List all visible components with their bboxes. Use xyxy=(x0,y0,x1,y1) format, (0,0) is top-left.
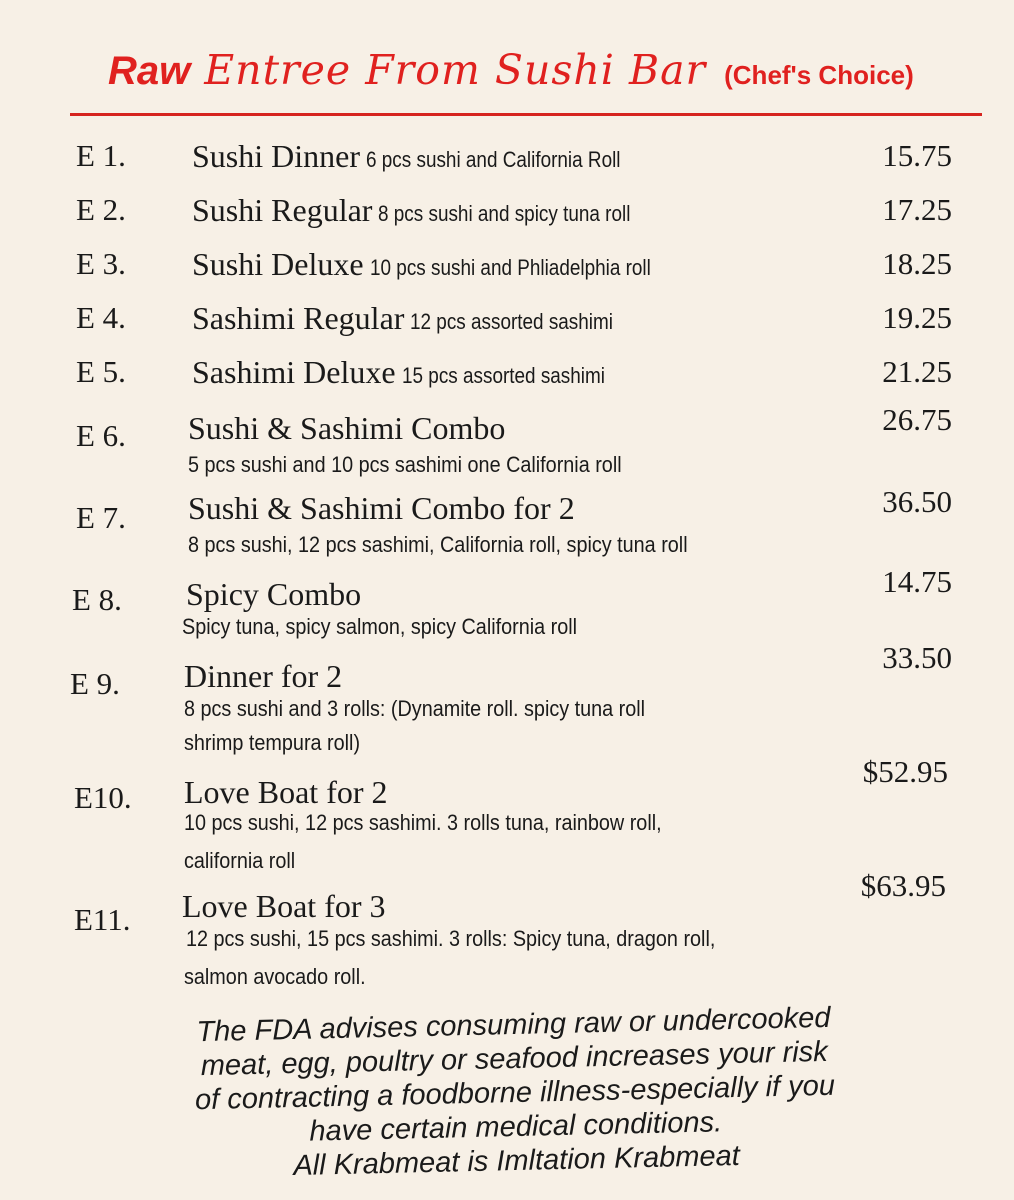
item-name-line xyxy=(186,576,361,613)
item-price: 26.75 xyxy=(882,402,952,437)
item-code: E 2. xyxy=(76,192,126,227)
fda-notice xyxy=(118,999,912,1187)
item-description: 8 pcs sushi and 3 rolls: (Dynamite roll. spicy tuna roll xyxy=(184,696,646,721)
item-price: $52.95 xyxy=(862,754,948,789)
item-price: 19.25 xyxy=(882,300,952,335)
item-code: E11. xyxy=(74,902,131,937)
item-description-cont: salmon avocado roll. xyxy=(184,964,366,989)
notice-line: of contracting a foodborne illness-especially if you xyxy=(194,1069,836,1117)
item-name-line xyxy=(188,490,575,527)
item-price: 36.50 xyxy=(882,484,952,519)
item-price: 17.25 xyxy=(882,192,952,227)
title-divider xyxy=(70,113,982,116)
item-price: 21.25 xyxy=(882,354,952,389)
title-raw: Raw xyxy=(108,49,191,93)
item-price: $63.95 xyxy=(860,868,946,903)
item-description: 8 pcs sushi and spicy tuna roll xyxy=(378,201,631,226)
item-name-line xyxy=(192,138,662,175)
item-name: Sushi Dinner xyxy=(192,138,360,174)
notice-line: meat, egg, poultry or seafood increases your risk xyxy=(200,1035,829,1083)
krabmeat-notice: All Krabmeat is Imltation Krabmeat xyxy=(293,1139,741,1183)
item-price: 18.25 xyxy=(882,246,952,281)
item-name: Sushi & Sashimi Combo for 2 xyxy=(188,490,575,526)
item-description: 12 pcs assorted sashimi xyxy=(410,309,614,334)
item-description: 6 pcs sushi and California Roll xyxy=(366,147,621,172)
item-name-line xyxy=(192,192,672,229)
item-description-cont: california roll xyxy=(184,848,296,873)
notice-line: have certain medical conditions. xyxy=(309,1106,723,1148)
item-name-line xyxy=(192,300,646,337)
item-code: E 6. xyxy=(76,418,126,453)
item-name: Sushi Regular xyxy=(192,192,373,228)
item-price: 15.75 xyxy=(882,138,952,173)
item-name: Love Boat for 2 xyxy=(184,774,388,810)
section-title xyxy=(88,46,988,106)
item-name: Sushi Deluxe xyxy=(192,246,364,282)
item-code: E 7. xyxy=(76,500,126,535)
item-name-line xyxy=(192,354,638,391)
item-name-line xyxy=(184,658,342,695)
item-description: 10 pcs sushi, 12 pcs sashimi. 3 rolls tuna, rainbow roll, xyxy=(184,810,662,835)
item-name: Sashimi Deluxe xyxy=(192,354,396,390)
item-price: 14.75 xyxy=(882,564,952,599)
item-name: Love Boat for 3 xyxy=(182,888,386,924)
item-name-line xyxy=(192,246,696,283)
item-description-cont: shrimp tempura roll) xyxy=(184,730,361,755)
item-description: 15 pcs assorted sashimi xyxy=(401,363,605,388)
item-code: E 5. xyxy=(76,354,126,389)
item-name: Sashimi Regular xyxy=(192,300,405,336)
item-code: E 9. xyxy=(70,666,120,701)
item-code: E 4. xyxy=(76,300,126,335)
item-description: Spicy tuna, spicy salmon, spicy California roll xyxy=(182,614,578,639)
item-code: E 3. xyxy=(76,246,126,281)
item-name: Dinner for 2 xyxy=(184,658,343,694)
notice-line: The FDA advises consuming raw or undercooked xyxy=(196,1001,831,1049)
item-name-line xyxy=(182,888,386,925)
item-price: 33.50 xyxy=(882,640,952,675)
item-description: 10 pcs sushi and Phliadelphia roll xyxy=(369,255,651,280)
item-code: E 1. xyxy=(76,138,126,173)
item-code: E 8. xyxy=(72,582,122,617)
item-description: 8 pcs sushi, 12 pcs sashimi, California roll, spicy tuna roll xyxy=(188,532,688,557)
item-description: 12 pcs sushi, 15 pcs sashimi. 3 rolls: Spicy tuna, dragon roll, xyxy=(186,926,716,951)
item-name: Spicy Combo xyxy=(186,576,362,612)
title-chef-choice: (Chef's Choice) xyxy=(724,60,914,90)
title-script: Entree From Sushi Bar xyxy=(204,46,707,94)
item-code: E10. xyxy=(74,780,132,815)
item-description: 5 pcs sushi and 10 pcs sashimi one California roll xyxy=(188,452,622,477)
item-name: Sushi & Sashimi Combo xyxy=(188,410,506,446)
item-name-line xyxy=(188,410,505,447)
